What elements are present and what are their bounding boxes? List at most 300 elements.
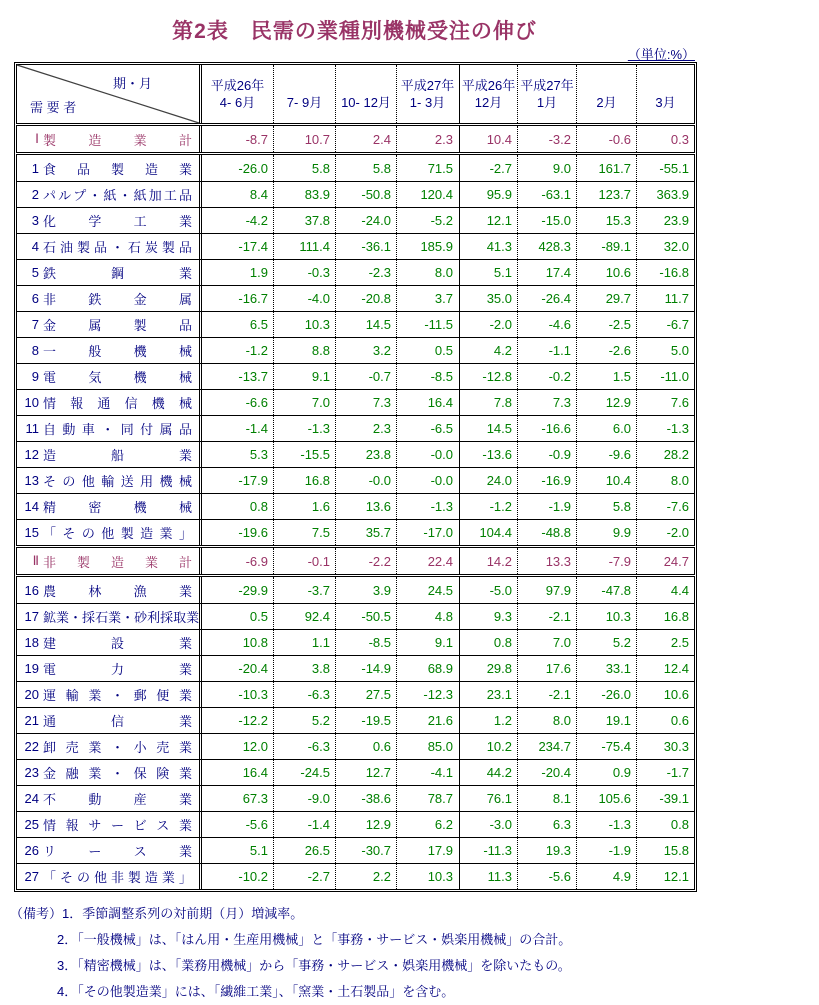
value-cell: 3.2 (335, 338, 396, 363)
row-name: パ ル プ ・ 紙 ・ 紙 加 工 品 (43, 188, 192, 203)
row-number: 2 (31, 187, 39, 202)
row-label (17, 416, 200, 441)
value-cell: 71.5 (396, 155, 458, 181)
value-cell: 0.5 (396, 338, 458, 363)
row-number: 16 (24, 582, 39, 598)
value-cell: 23.9 (636, 208, 694, 233)
value-cell: 9.9 (576, 520, 636, 545)
value-cell: 0.3 (636, 126, 694, 152)
value-cell: 1.2 (459, 708, 517, 733)
value-cell: -10.2 (201, 864, 273, 889)
unit-label: （単位:%） (627, 47, 695, 62)
value-cell: -1.3 (396, 494, 458, 519)
row-name: 製 造 業 計 (43, 132, 192, 148)
row-name: 「 そ の 他 製 造 業 」 (43, 526, 192, 541)
row-number: 27 (24, 869, 39, 884)
value-cell: 22.4 (396, 548, 458, 574)
row-number: 26 (24, 843, 39, 858)
value-cell: -6.3 (273, 682, 335, 707)
row-label (17, 468, 200, 493)
value-cell: -2.1 (517, 604, 576, 629)
value-cell: 24.0 (459, 468, 517, 493)
row-name: 造 船 業 (43, 448, 192, 463)
value-cell: 35.7 (335, 520, 396, 545)
value-cell: -20.4 (517, 760, 576, 785)
row-number: 22 (24, 739, 39, 754)
column-header-period: 4- 6月 (219, 95, 256, 110)
table-header-row (17, 65, 694, 123)
value-cell: 12.9 (576, 390, 636, 415)
value-cell: 5.3 (201, 442, 273, 467)
table-row (17, 389, 694, 415)
value-cell: 7.6 (636, 390, 694, 415)
row-label (17, 126, 200, 152)
row-label (17, 442, 200, 467)
value-cell: -1.3 (636, 416, 694, 441)
value-cell: 97.9 (517, 577, 576, 603)
row-name: 非 鉄 金 属 (43, 292, 192, 307)
value-cell: 120.4 (396, 182, 458, 207)
value-cell: 7.8 (459, 390, 517, 415)
row-name: 石 油 製 品 ・ 石 炭 製 品 (43, 240, 192, 255)
value-cell: 16.8 (636, 604, 694, 629)
value-cell: 21.6 (396, 708, 458, 733)
value-cell: 3.7 (396, 286, 458, 311)
row-label (17, 286, 200, 311)
value-cell: -15.0 (517, 208, 576, 233)
value-cell: 9.1 (396, 630, 458, 655)
row-name: 電 力 業 (43, 662, 192, 677)
value-cell: -26.0 (201, 155, 273, 181)
table-row (17, 415, 694, 441)
value-cell: -1.1 (517, 338, 576, 363)
row-label (17, 734, 200, 759)
value-cell: 30.3 (636, 734, 694, 759)
row-label (17, 682, 200, 707)
value-cell: 5.2 (273, 708, 335, 733)
column-header-period: 10- 12月 (341, 95, 391, 110)
column-header (273, 65, 335, 123)
value-cell: 5.1 (459, 260, 517, 285)
value-cell: -2.5 (576, 312, 636, 337)
row-number: 7 (31, 317, 39, 332)
value-cell: 1.5 (576, 364, 636, 389)
value-cell: 14.2 (459, 548, 517, 574)
table-row (17, 733, 694, 759)
value-cell: 2.4 (335, 126, 396, 152)
value-cell: 44.2 (459, 760, 517, 785)
value-cell: 10.2 (459, 734, 517, 759)
value-cell: 13.6 (335, 494, 396, 519)
value-cell: -47.8 (576, 577, 636, 603)
value-cell: 6.0 (576, 416, 636, 441)
value-cell: -2.2 (335, 548, 396, 574)
value-cell: 0.6 (335, 734, 396, 759)
value-cell: -17.9 (201, 468, 273, 493)
value-cell: 0.5 (201, 604, 273, 629)
row-number: 25 (24, 817, 39, 832)
value-cell: 0.6 (636, 708, 694, 733)
value-cell: 5.2 (576, 630, 636, 655)
column-header-period: 12月 (474, 95, 503, 110)
value-cell: -1.9 (576, 838, 636, 863)
section-rows-block (16, 576, 695, 890)
row-label (17, 234, 200, 259)
diagonal-header-cell (17, 65, 200, 123)
value-cell: -17.0 (396, 520, 458, 545)
value-cell: -0.2 (517, 364, 576, 389)
section-total-row (17, 126, 694, 152)
value-cell: 7.0 (517, 630, 576, 655)
row-number: 20 (24, 687, 39, 702)
value-cell: -3.2 (517, 126, 576, 152)
value-cell: -2.7 (459, 155, 517, 181)
value-cell: 12.7 (335, 760, 396, 785)
value-cell: 15.3 (576, 208, 636, 233)
value-cell: 161.7 (576, 155, 636, 181)
table-row (17, 155, 694, 181)
row-name: 一 般 機 械 (43, 344, 192, 359)
value-cell: -11.3 (459, 838, 517, 863)
value-cell: 95.9 (459, 182, 517, 207)
value-cell: 185.9 (396, 234, 458, 259)
table-row (17, 577, 694, 603)
row-label (17, 708, 200, 733)
value-cell: 17.9 (396, 838, 458, 863)
row-label (17, 760, 200, 785)
row-label (17, 786, 200, 811)
value-cell: -4.2 (201, 208, 273, 233)
value-cell: -0.0 (396, 442, 458, 467)
value-cell: 5.8 (335, 155, 396, 181)
value-cell: -7.9 (576, 548, 636, 574)
value-cell: -3.0 (459, 812, 517, 837)
value-cell: 37.8 (273, 208, 335, 233)
table-row (17, 785, 694, 811)
row-name: 自 動 車 ・ 同 付 属 品 (43, 422, 192, 437)
row-name: 運 輸 業 ・ 郵 便 業 (43, 688, 192, 703)
value-cell: -13.6 (459, 442, 517, 467)
value-cell: -5.6 (517, 864, 576, 889)
value-cell: -36.1 (335, 234, 396, 259)
value-cell: 26.5 (273, 838, 335, 863)
value-cell: -39.1 (636, 786, 694, 811)
row-number: 23 (24, 765, 39, 780)
footnote-line: 2．「一般機械」は、「はん用・生産用機械」と「事務・サービス・娯楽用機械」の合計。 (57, 932, 572, 947)
value-cell: -10.3 (201, 682, 273, 707)
value-cell: -0.7 (335, 364, 396, 389)
value-cell: -8.7 (201, 126, 273, 152)
value-cell: 6.3 (517, 812, 576, 837)
value-cell: 13.3 (517, 548, 576, 574)
value-cell: -38.6 (335, 786, 396, 811)
value-cell: -26.0 (576, 682, 636, 707)
row-number: 1 (31, 160, 39, 176)
column-header (636, 65, 694, 123)
column-header-year: 平成26年 (210, 78, 265, 93)
value-cell: 1.1 (273, 630, 335, 655)
row-name: 情 報 通 信 機 械 (43, 396, 192, 411)
header-axis-label-period: 期・月 (113, 76, 153, 91)
table-row (17, 811, 694, 837)
value-cell: 7.3 (335, 390, 396, 415)
value-cell: 105.6 (576, 786, 636, 811)
value-cell: -19.6 (201, 520, 273, 545)
row-name: 食 品 製 造 業 (43, 161, 192, 177)
value-cell: 4.4 (636, 577, 694, 603)
value-cell: 24.5 (396, 577, 458, 603)
row-label (17, 338, 200, 363)
value-cell: 2.3 (396, 126, 458, 152)
row-number: 15 (24, 525, 39, 540)
value-cell: 17.4 (517, 260, 576, 285)
value-cell: 12.1 (636, 864, 694, 889)
value-cell: -16.7 (201, 286, 273, 311)
value-cell: 29.8 (459, 656, 517, 681)
value-cell: -8.5 (396, 364, 458, 389)
value-cell: -15.5 (273, 442, 335, 467)
table-row (17, 363, 694, 389)
value-cell: 234.7 (517, 734, 576, 759)
value-cell: 0.8 (636, 812, 694, 837)
value-cell: -19.5 (335, 708, 396, 733)
value-cell: -13.7 (201, 364, 273, 389)
value-cell: -24.0 (335, 208, 396, 233)
row-name: 非 製 造 業 計 (43, 554, 192, 570)
row-number: 6 (31, 291, 39, 306)
value-cell: -5.2 (396, 208, 458, 233)
value-cell: -1.2 (459, 494, 517, 519)
table-row (17, 603, 694, 629)
column-header-period: 2月 (596, 95, 617, 110)
value-cell: -1.3 (576, 812, 636, 837)
row-name: 建 設 業 (43, 636, 192, 651)
value-cell: 10.6 (576, 260, 636, 285)
value-cell: -20.8 (335, 286, 396, 311)
table-row (17, 285, 694, 311)
value-cell: 12.9 (335, 812, 396, 837)
value-cell: -55.1 (636, 155, 694, 181)
row-name: 「 そ の 他 非 製 造 業 」 (43, 870, 192, 885)
value-cell: 16.8 (273, 468, 335, 493)
column-header-period: 1月 (536, 95, 558, 110)
value-cell: 9.3 (459, 604, 517, 629)
value-cell: 11.3 (459, 864, 517, 889)
value-cell: 9.0 (517, 155, 576, 181)
row-name: リ ー ス 業 (43, 844, 192, 859)
row-name: 電 気 機 械 (43, 370, 192, 385)
value-cell: 6.2 (396, 812, 458, 837)
value-cell: -0.1 (273, 548, 335, 574)
column-header-period: 1- 3月 (409, 95, 446, 110)
value-cell: 35.0 (459, 286, 517, 311)
value-cell: 33.1 (576, 656, 636, 681)
row-label (17, 364, 200, 389)
row-label (17, 155, 200, 181)
row-number: 21 (24, 713, 39, 728)
table-row (17, 837, 694, 863)
value-cell: 67.3 (201, 786, 273, 811)
value-cell: 14.5 (459, 416, 517, 441)
value-cell: 24.7 (636, 548, 694, 574)
value-cell: 8.0 (636, 468, 694, 493)
value-cell: -9.0 (273, 786, 335, 811)
row-label (17, 494, 200, 519)
value-cell: -0.6 (576, 126, 636, 152)
value-cell: 5.1 (201, 838, 273, 863)
value-cell: -4.6 (517, 312, 576, 337)
value-cell: 8.4 (201, 182, 273, 207)
value-cell: -6.5 (396, 416, 458, 441)
value-cell: 10.4 (459, 126, 517, 152)
value-cell: -12.8 (459, 364, 517, 389)
value-cell: -9.6 (576, 442, 636, 467)
row-label (17, 864, 200, 889)
column-header (396, 65, 458, 123)
row-name: 情 報 サ ー ビ ス 業 (43, 818, 192, 833)
section-total-row (17, 548, 694, 574)
row-name: 卸 売 業 ・ 小 売 業 (43, 740, 192, 755)
value-cell: 7.3 (517, 390, 576, 415)
row-number: 4 (31, 239, 39, 254)
section-total-block (16, 547, 695, 575)
value-cell: 5.8 (273, 155, 335, 181)
value-cell: -4.1 (396, 760, 458, 785)
row-label (17, 520, 200, 545)
value-cell: -29.9 (201, 577, 273, 603)
value-cell: 10.3 (396, 864, 458, 889)
value-cell: 7.0 (273, 390, 335, 415)
value-cell: 29.7 (576, 286, 636, 311)
row-label (17, 260, 200, 285)
value-cell: -8.5 (335, 630, 396, 655)
value-cell: 32.0 (636, 234, 694, 259)
value-cell: 10.6 (636, 682, 694, 707)
value-cell: -0.0 (335, 468, 396, 493)
value-cell: -2.0 (459, 312, 517, 337)
value-cell: -48.8 (517, 520, 576, 545)
value-cell: -5.0 (459, 577, 517, 603)
value-cell: -6.6 (201, 390, 273, 415)
value-cell: 5.0 (636, 338, 694, 363)
value-cell: 78.7 (396, 786, 458, 811)
value-cell: -2.0 (636, 520, 694, 545)
value-cell: 10.3 (576, 604, 636, 629)
row-number: 9 (31, 369, 39, 384)
value-cell: 8.8 (273, 338, 335, 363)
value-cell: 19.1 (576, 708, 636, 733)
value-cell: 23.1 (459, 682, 517, 707)
table-row (17, 519, 694, 545)
value-cell: 2.5 (636, 630, 694, 655)
table-row (17, 681, 694, 707)
value-cell: 11.7 (636, 286, 694, 311)
table-row (17, 259, 694, 285)
row-label (17, 577, 200, 603)
row-label (17, 630, 200, 655)
value-cell: 1.6 (273, 494, 335, 519)
header-axis-label-demander: 需 要 者 (30, 100, 77, 115)
value-cell: 28.2 (636, 442, 694, 467)
row-label (17, 312, 200, 337)
value-cell: 4.8 (396, 604, 458, 629)
page-title: 第2表 民需の業種別機械受注の伸び (172, 20, 537, 43)
value-cell: -5.6 (201, 812, 273, 837)
row-number: 14 (24, 499, 39, 514)
value-cell: -50.5 (335, 604, 396, 629)
value-cell: -6.3 (273, 734, 335, 759)
value-cell: 123.7 (576, 182, 636, 207)
value-cell: 428.3 (517, 234, 576, 259)
table-row (17, 337, 694, 363)
row-label (17, 548, 200, 574)
row-label (17, 208, 200, 233)
table-row (17, 863, 694, 889)
value-cell: -89.1 (576, 234, 636, 259)
value-cell: -17.4 (201, 234, 273, 259)
column-header (517, 65, 576, 123)
value-cell: 76.1 (459, 786, 517, 811)
table-header-block (16, 64, 695, 124)
value-cell: 10.3 (273, 312, 335, 337)
value-cell: -0.9 (517, 442, 576, 467)
value-cell: 2.2 (335, 864, 396, 889)
value-cell: 9.1 (273, 364, 335, 389)
row-number: 17 (24, 609, 39, 624)
value-cell: -16.9 (517, 468, 576, 493)
row-number: 13 (24, 473, 39, 488)
row-name: 不 動 産 業 (43, 792, 192, 807)
value-cell: -1.4 (201, 416, 273, 441)
row-label (17, 182, 200, 207)
column-header-period: 7- 9月 (286, 95, 323, 110)
footnote-line: 4．「その他製造業」には、「繊維工業」、「窯業・土石製品」を含む。 (57, 984, 455, 999)
table-row (17, 467, 694, 493)
row-name: 農 林 漁 業 (43, 583, 192, 599)
value-cell: -3.7 (273, 577, 335, 603)
row-name: 金 融 業 ・ 保 険 業 (43, 766, 192, 781)
column-header-year: 平成27年 (400, 78, 455, 93)
table-row (17, 493, 694, 519)
value-cell: 0.8 (459, 630, 517, 655)
value-cell: 0.8 (201, 494, 273, 519)
value-cell: 7.5 (273, 520, 335, 545)
value-cell: 92.4 (273, 604, 335, 629)
row-label (17, 390, 200, 415)
value-cell: -26.4 (517, 286, 576, 311)
value-cell: -6.7 (636, 312, 694, 337)
value-cell: 12.4 (636, 656, 694, 681)
value-cell: -11.0 (636, 364, 694, 389)
value-cell: -4.0 (273, 286, 335, 311)
value-cell: 10.4 (576, 468, 636, 493)
value-cell: 1.9 (201, 260, 273, 285)
value-cell: -2.3 (335, 260, 396, 285)
value-cell: -1.4 (273, 812, 335, 837)
row-name: そ の 他 輸 送 用 機 械 (43, 474, 192, 489)
row-number: 11 (25, 421, 39, 436)
value-cell: -20.4 (201, 656, 273, 681)
table-row (17, 655, 694, 681)
data-table (14, 62, 697, 892)
value-cell: -2.7 (273, 864, 335, 889)
column-header (335, 65, 396, 123)
row-number: 10 (24, 395, 39, 410)
value-cell: 41.3 (459, 234, 517, 259)
value-cell: -63.1 (517, 182, 576, 207)
column-header (576, 65, 636, 123)
value-cell: 3.8 (273, 656, 335, 681)
